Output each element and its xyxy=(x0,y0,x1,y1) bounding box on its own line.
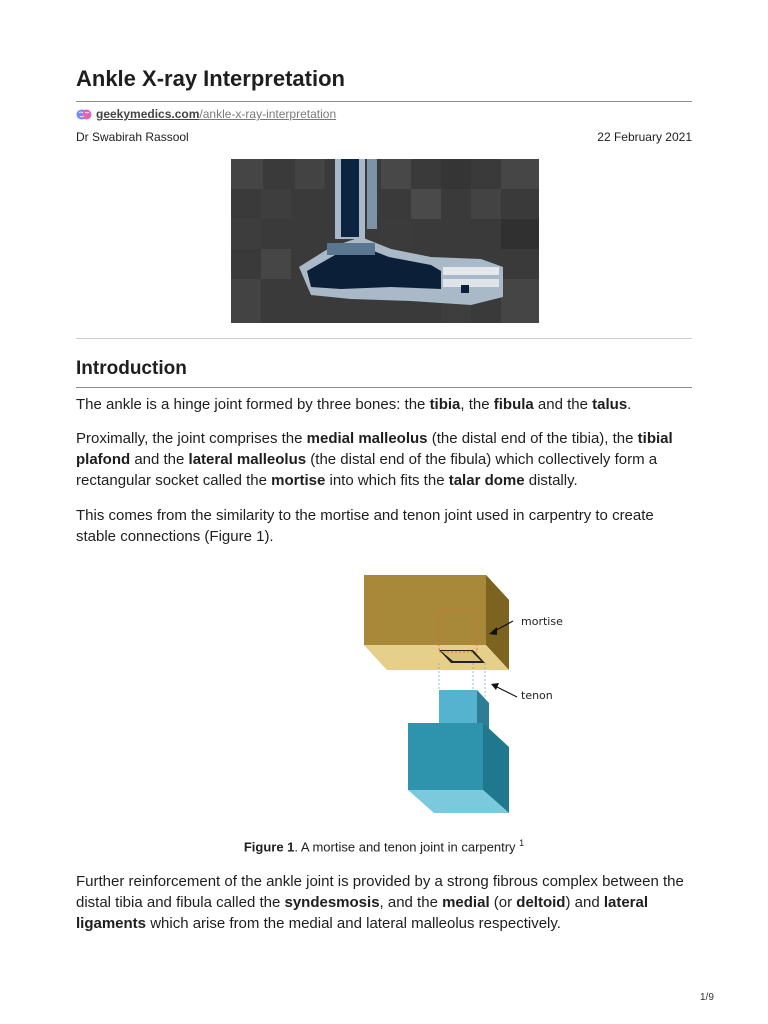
paragraph-carpentry: This comes from the similarity to the mortise and tenon joint used in carpentry to create stable connections (Figure 1). xyxy=(76,507,654,545)
title-divider xyxy=(76,101,692,102)
page-number: 1/9 xyxy=(700,992,714,1003)
publish-date: 22 February 2021 xyxy=(597,130,692,144)
article-meta xyxy=(76,130,692,144)
source-link[interactable] xyxy=(76,107,336,121)
mortise-tenon-figure xyxy=(281,565,563,820)
source-path[interactable]: /ankle-x-ray-interpretation xyxy=(199,107,337,121)
paragraph-ligaments: Further reinforcement of the ankle joint is provided by a strong fibrous complex between the distal tibia and fibula called the syndesmosis, and the medial (or deltoid) and lateral ligaments which arise from the medial and lateral malleolus respectively. xyxy=(76,873,684,932)
ankle-xray-hero-image xyxy=(231,159,539,323)
brain-icon xyxy=(76,108,92,121)
figure-caption: Figure 1. A mortise and tenon joint in carpentry $^1$ xyxy=(243,838,525,855)
paragraph-joint-structure: Proximally, the joint comprises the medial malleolus (the distal end of the tibia), the tibial plafond and the lateral malleolus (the distal end of the fibula) which collectively form a rectangular socket called the mortise into which fits the talar dome distally. xyxy=(76,430,673,489)
tenon-block xyxy=(439,690,477,726)
figure-label-tenon: tenon xyxy=(521,689,553,702)
article-title: Ankle X-ray Interpretation xyxy=(76,66,345,91)
author-name: Dr Swabirah Rassool xyxy=(76,130,189,144)
article-page xyxy=(76,0,692,1024)
section-heading-introduction: Introduction xyxy=(76,358,187,379)
footnote-ref[interactable]: 1 xyxy=(519,838,525,848)
section-divider xyxy=(76,387,692,388)
figure-label-mortise: mortise xyxy=(521,615,563,628)
source-domain[interactable]: geekymedics.com xyxy=(96,107,200,121)
paragraph-bones: The ankle is a hinge joint formed by three bones: the tibia, the fibula and the talus. xyxy=(76,396,632,413)
hero-divider xyxy=(76,338,692,339)
